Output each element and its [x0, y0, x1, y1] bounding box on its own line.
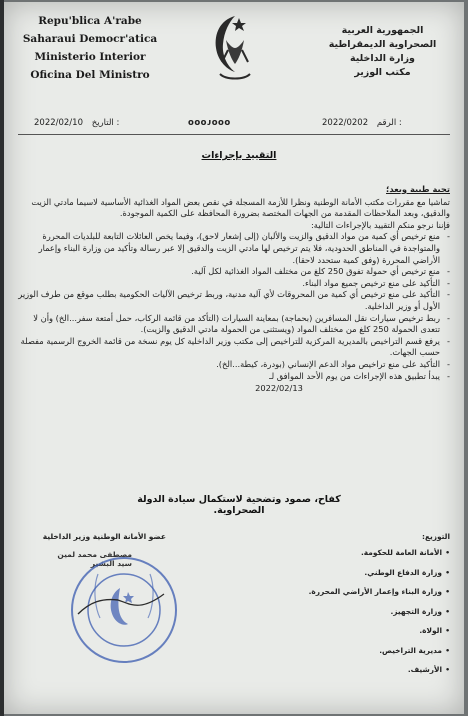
distribution-item: • وزارة التجهيز.	[250, 607, 442, 617]
greeting: تحية طيبة وبعد؛	[386, 184, 450, 194]
distribution-item: • الأمانة العامة للحكومة.	[250, 548, 442, 558]
signatory-name: مصطفى محمد لمين سيد البشير	[57, 550, 132, 568]
start-date: 2022/02/13	[255, 383, 303, 394]
list-item: - التأكيد على منع تراخيص مواد الدعم الإنساني (بودرة، كيطة...الخ).	[18, 359, 450, 371]
reference-code: ᴏᴏᴏᴊᴏᴏᴏ	[188, 118, 231, 128]
distribution-item: • وزارة الدفاع الوطني.	[250, 568, 442, 578]
reference-value: 2022/0202	[322, 118, 369, 128]
document-page	[4, 2, 464, 714]
subject-line: التقييد بإجراءات	[201, 150, 277, 161]
letter-body	[18, 184, 450, 395]
list-item: - التأكيد على منع ترخيص جميع مواد البناء.	[18, 278, 450, 290]
distribution-item: • وزارة البناء وإعمار الأراضي المحررة.	[250, 587, 442, 597]
letterhead-line: Ministerio Interior	[34, 51, 146, 63]
date-value: 2022/02/10	[34, 118, 83, 128]
letterhead-line: الصحراوية الديمقراطية	[328, 39, 437, 50]
header-divider	[18, 134, 450, 135]
list-item: - يرفع قسم التراخيص بالمديرية المركزية للتراخيص إلى مكتب وزير الداخلية كل يوم نسخة من قائمة الخروج الرسمية مفصلة حسب الجهات.	[18, 336, 450, 359]
intro-paragraph: تماشيا مع مقررات مكتب الأمانة الوطنية ونظرا للأزمة المسجلة في نقص بعض المواد الغذائية الأساسية لاسيما مادتي الزيت والدقيق، وبعد الملاحظات المقدمة من الجهات المختصة بضرورة المحافظة على الكمية الموجودة.	[31, 196, 450, 219]
distribution-item: • مديرية التراخيص.	[250, 646, 442, 656]
measures-list	[18, 231, 450, 382]
list-item: - التأكيد على منع ترخيص أي كمية من المحروقات لأي آلية مدنية، وربط ترخيص الآليات الحكومية بطلب موقع من طرف الوزير الأول أو وزير الداخلية.	[18, 289, 450, 312]
request-line: فإننا نرجو منكم التقييد بالإجراءات التالية:	[310, 219, 450, 230]
closing-line: كفاح، صمود وتضحية لاستكمال سيادة الدولة الصحراوية.	[137, 494, 341, 516]
letterhead-line: Saharaui Democr'atica	[22, 33, 158, 45]
letterhead-line: مكتب الوزير	[354, 67, 411, 78]
list-item: - يبدأ تطبيق هذه الإجراءات من يوم الأحد الموافق لـ	[18, 371, 450, 383]
list-item: - منع ترخيص أي حمولة تفوق 250 كلغ من مختلف المواد الغذائية لكل آلية.	[18, 266, 450, 278]
signatory-title: عضو الأمانة الوطنية وزير الداخلية	[42, 532, 166, 541]
reference-field	[322, 118, 402, 128]
list-item: - منع ترخيص أي كمية من مواد الدقيق والزيت والألبان (إلى إشعار لاحق)، وفيما يخص العائلات التابعة للبلديات المحررة والمتواجدة في المناطق الحدودية، فلا يتم ترخيص لها مادتي الزيت والدقيق إلا عبر رسالة وتأكيد من وزارة البناء وإعمار الأراضي المحررة (وفق كمية ستحدد لاحقا).	[18, 231, 450, 266]
distribution-item: • الأرشيف.	[250, 665, 442, 675]
national-emblem-icon	[206, 10, 264, 90]
distribution-item: • الولاة.	[250, 626, 442, 636]
official-stamp-icon	[68, 554, 180, 666]
letterhead-arabic	[315, 24, 450, 80]
letterhead-line: وزارة الداخلية	[350, 53, 415, 64]
list-item: - ربط ترخيص سيارات نقل المسافرين (بحماجة) بمعاينة السيارات (التأكد من قائمة الركاب، حمل أمتعة سفر...الخ) وأن لا تتعدى الحمولة 250 كلغ من مختلف المواد (ويستثنى من الحمولة مادتي الدقيق والزيت).	[18, 313, 450, 336]
reference-label: الرقم :	[376, 118, 402, 128]
letterhead-line: الجمهورية العربية	[341, 25, 424, 36]
letterhead-line: Oficina Del Ministro	[30, 69, 150, 81]
letterhead-line: Repu'blica A'rabe	[38, 15, 142, 27]
date-label: التاريخ :	[91, 118, 120, 128]
letterhead-spanish	[10, 12, 170, 84]
distribution-list	[250, 532, 450, 685]
distribution-title: التوزيع:	[422, 532, 450, 541]
date-field	[34, 118, 119, 128]
